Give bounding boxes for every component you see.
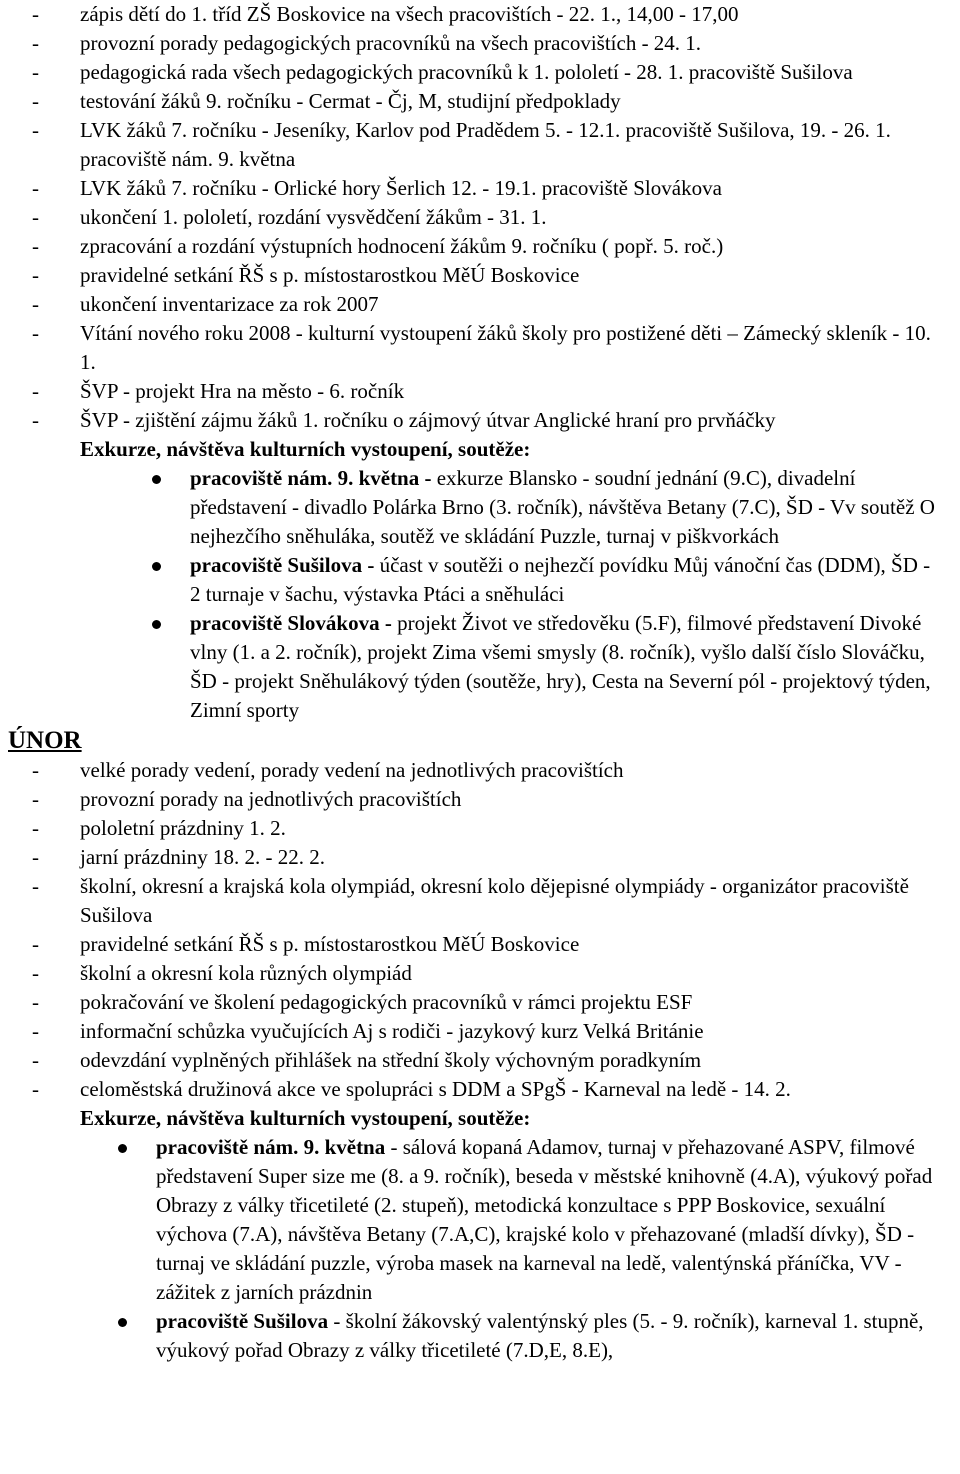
- bullet-item: [0, 464, 945, 551]
- excursions-heading: Exkurze, návštěva kulturních vystoupení, soutěže:: [80, 437, 531, 461]
- list-item: - ŠVP - zjištění zájmu žáků 1. ročníku o zájmový útvar Anglické hraní pro prvňáčky: [0, 406, 950, 435]
- list-item: - jarní prázdniny 18. 2. - 22. 2.: [0, 843, 950, 872]
- january-bullets: [0, 464, 960, 725]
- bullet-dot-icon: [152, 620, 161, 629]
- january-list: [0, 0, 960, 435]
- list-item: - zápis dětí do 1. tříd ZŠ Boskovice na všech pracovištích - 22. 1., 14,00 - 17,00: [0, 0, 950, 29]
- bullet-label: pracoviště nám. 9. května: [156, 1135, 386, 1159]
- list-item: - ŠVP - projekt Hra na město - 6. ročník: [0, 377, 950, 406]
- bullet-text: projekt Život ve středověku (5.F), filmové představení Divoké vlny (1. a 2. ročník), projekt Zima všemi smysly (8. ročník), vyšlo další číslo Slováčku, ŠD - projekt Sněhulákový týden (soutěže, hry), Cesta na Severní pól - projektový týden, Zimní sporty: [190, 611, 931, 722]
- bullet-text: - školní žákovský valentýnský ples (5. - 9. ročník), karneval 1. stupně, výukový pořad Obrazy z války třicetileté (7.D,E, 8.E),: [156, 1309, 924, 1362]
- list-item: - velké porady vedení, porady vedení na jednotlivých pracovištích: [0, 756, 950, 785]
- list-item: - školní, okresní a krajská kola olympiád, okresní kolo dějepisné olympiády - organizátor pracoviště Sušilova: [0, 872, 950, 930]
- bullet-item: [0, 551, 945, 609]
- list-item: - provozní porady na jednotlivých pracovištích: [0, 785, 950, 814]
- list-item: - testování žáků 9. ročníku - Cermat - Čj, M, studijní předpoklady: [0, 87, 950, 116]
- list-item: - ukončení 1. pololetí, rozdání vysvědčení žákům - 31. 1.: [0, 203, 950, 232]
- bullet-text: účast v soutěži o nejhezčí povídku Můj vánoční čas (DDM), ŠD - 2 turnaje v šachu, výstavka Ptáci a sněhuláci: [190, 553, 931, 606]
- bullet-label: pracoviště nám. 9. května -: [190, 466, 437, 490]
- list-item: - odevzdání vyplněných přihlášek na střední školy výchovným poradkyním: [0, 1046, 950, 1075]
- bullet-text: exkurze Blansko - soudní jednání (9.C), divadelní představení - divadlo Polárka Brno (3. ročník), návštěva Betany (7.C), ŠD - Vv soutěž O nejhezčího sněhuláka, soutěž ve skládání Puzzle, turnaj v piškvorkách: [190, 466, 935, 548]
- bullet-label: pracoviště Sušilova: [156, 1309, 329, 1333]
- list-item: - Vítání nového roku 2008 - kulturní vystoupení žáků školy pro postižené děti – Zámecký skleník - 10. 1.: [0, 319, 950, 377]
- bullet-dot-icon: [152, 562, 161, 571]
- bullet-dot-icon: [118, 1144, 127, 1153]
- bullet-item: [0, 1133, 956, 1307]
- list-item: - LVK žáků 7. ročníku - Jeseníky, Karlov pod Pradědem 5. - 12.1. pracoviště Sušilova, 19. - 26. 1. pracoviště nám. 9. května: [0, 116, 950, 174]
- bullet-dot-icon: [118, 1318, 127, 1327]
- excursions-heading: Exkurze, návštěva kulturních vystoupení, soutěže:: [80, 1106, 531, 1130]
- list-item: - pravidelné setkání ŘŠ s p. místostarostkou MěÚ Boskovice: [0, 930, 950, 959]
- month-heading: ÚNOR: [8, 727, 82, 754]
- bullet-dot-icon: [152, 475, 161, 484]
- list-item: - zpracování a rozdání výstupních hodnocení žákům 9. ročníku ( popř. 5. roč.): [0, 232, 950, 261]
- list-item: - pololetní prázdniny 1. 2.: [0, 814, 950, 843]
- list-item: - celoměstská družinová akce ve spolupráci s DDM a SPgŠ - Karneval na ledě - 14. 2.: [0, 1075, 950, 1104]
- list-item: - informační schůzka vyučujících Aj s rodiči - jazykový kurz Velká Británie: [0, 1017, 950, 1046]
- bullet-label: pracoviště Slovákova -: [190, 611, 398, 635]
- bullet-item: [0, 609, 945, 725]
- list-item: - ukončení inventarizace za rok 2007: [0, 290, 950, 319]
- bullet-label: pracoviště Sušilova -: [190, 553, 380, 577]
- list-item: - LVK žáků 7. ročníku - Orlické hory Šerlich 12. - 19.1. pracoviště Slovákova: [0, 174, 950, 203]
- february-bullets: [0, 1133, 960, 1365]
- february-list: [0, 756, 960, 1104]
- bullet-item: [0, 1307, 956, 1365]
- list-item: - pokračování ve školení pedagogických pracovníků v rámci projektu ESF: [0, 988, 950, 1017]
- list-item: - školní a okresní kola různých olympiád: [0, 959, 950, 988]
- bullet-text: - sálová kopaná Adamov, turnaj v přehazované ASPV, filmové představení Super size me (8. a 9. ročník), beseda v městské knihovně (4.A), výukový pořad Obrazy z války třicetileté (2. stupeň), metodická konzultace s PPP Boskovice, sexuální výchova (7.A), návštěva Betany (7.A,C), krajské kolo v přehazované (mladší dívky), ŠD - turnaj ve skládání puzzle, výroba masek na karneval na ledě, valentýnská přáníčka, VV - zážitek z jarních prázdnin: [156, 1135, 933, 1304]
- list-item: - pravidelné setkání ŘŠ s p. místostarostkou MěÚ Boskovice: [0, 261, 950, 290]
- list-item: - pedagogická rada všech pedagogických pracovníků k 1. pololetí - 28. 1. pracoviště Sušilova: [0, 58, 950, 87]
- list-item: - provozní porady pedagogických pracovníků na všech pracovištích - 24. 1.: [0, 29, 950, 58]
